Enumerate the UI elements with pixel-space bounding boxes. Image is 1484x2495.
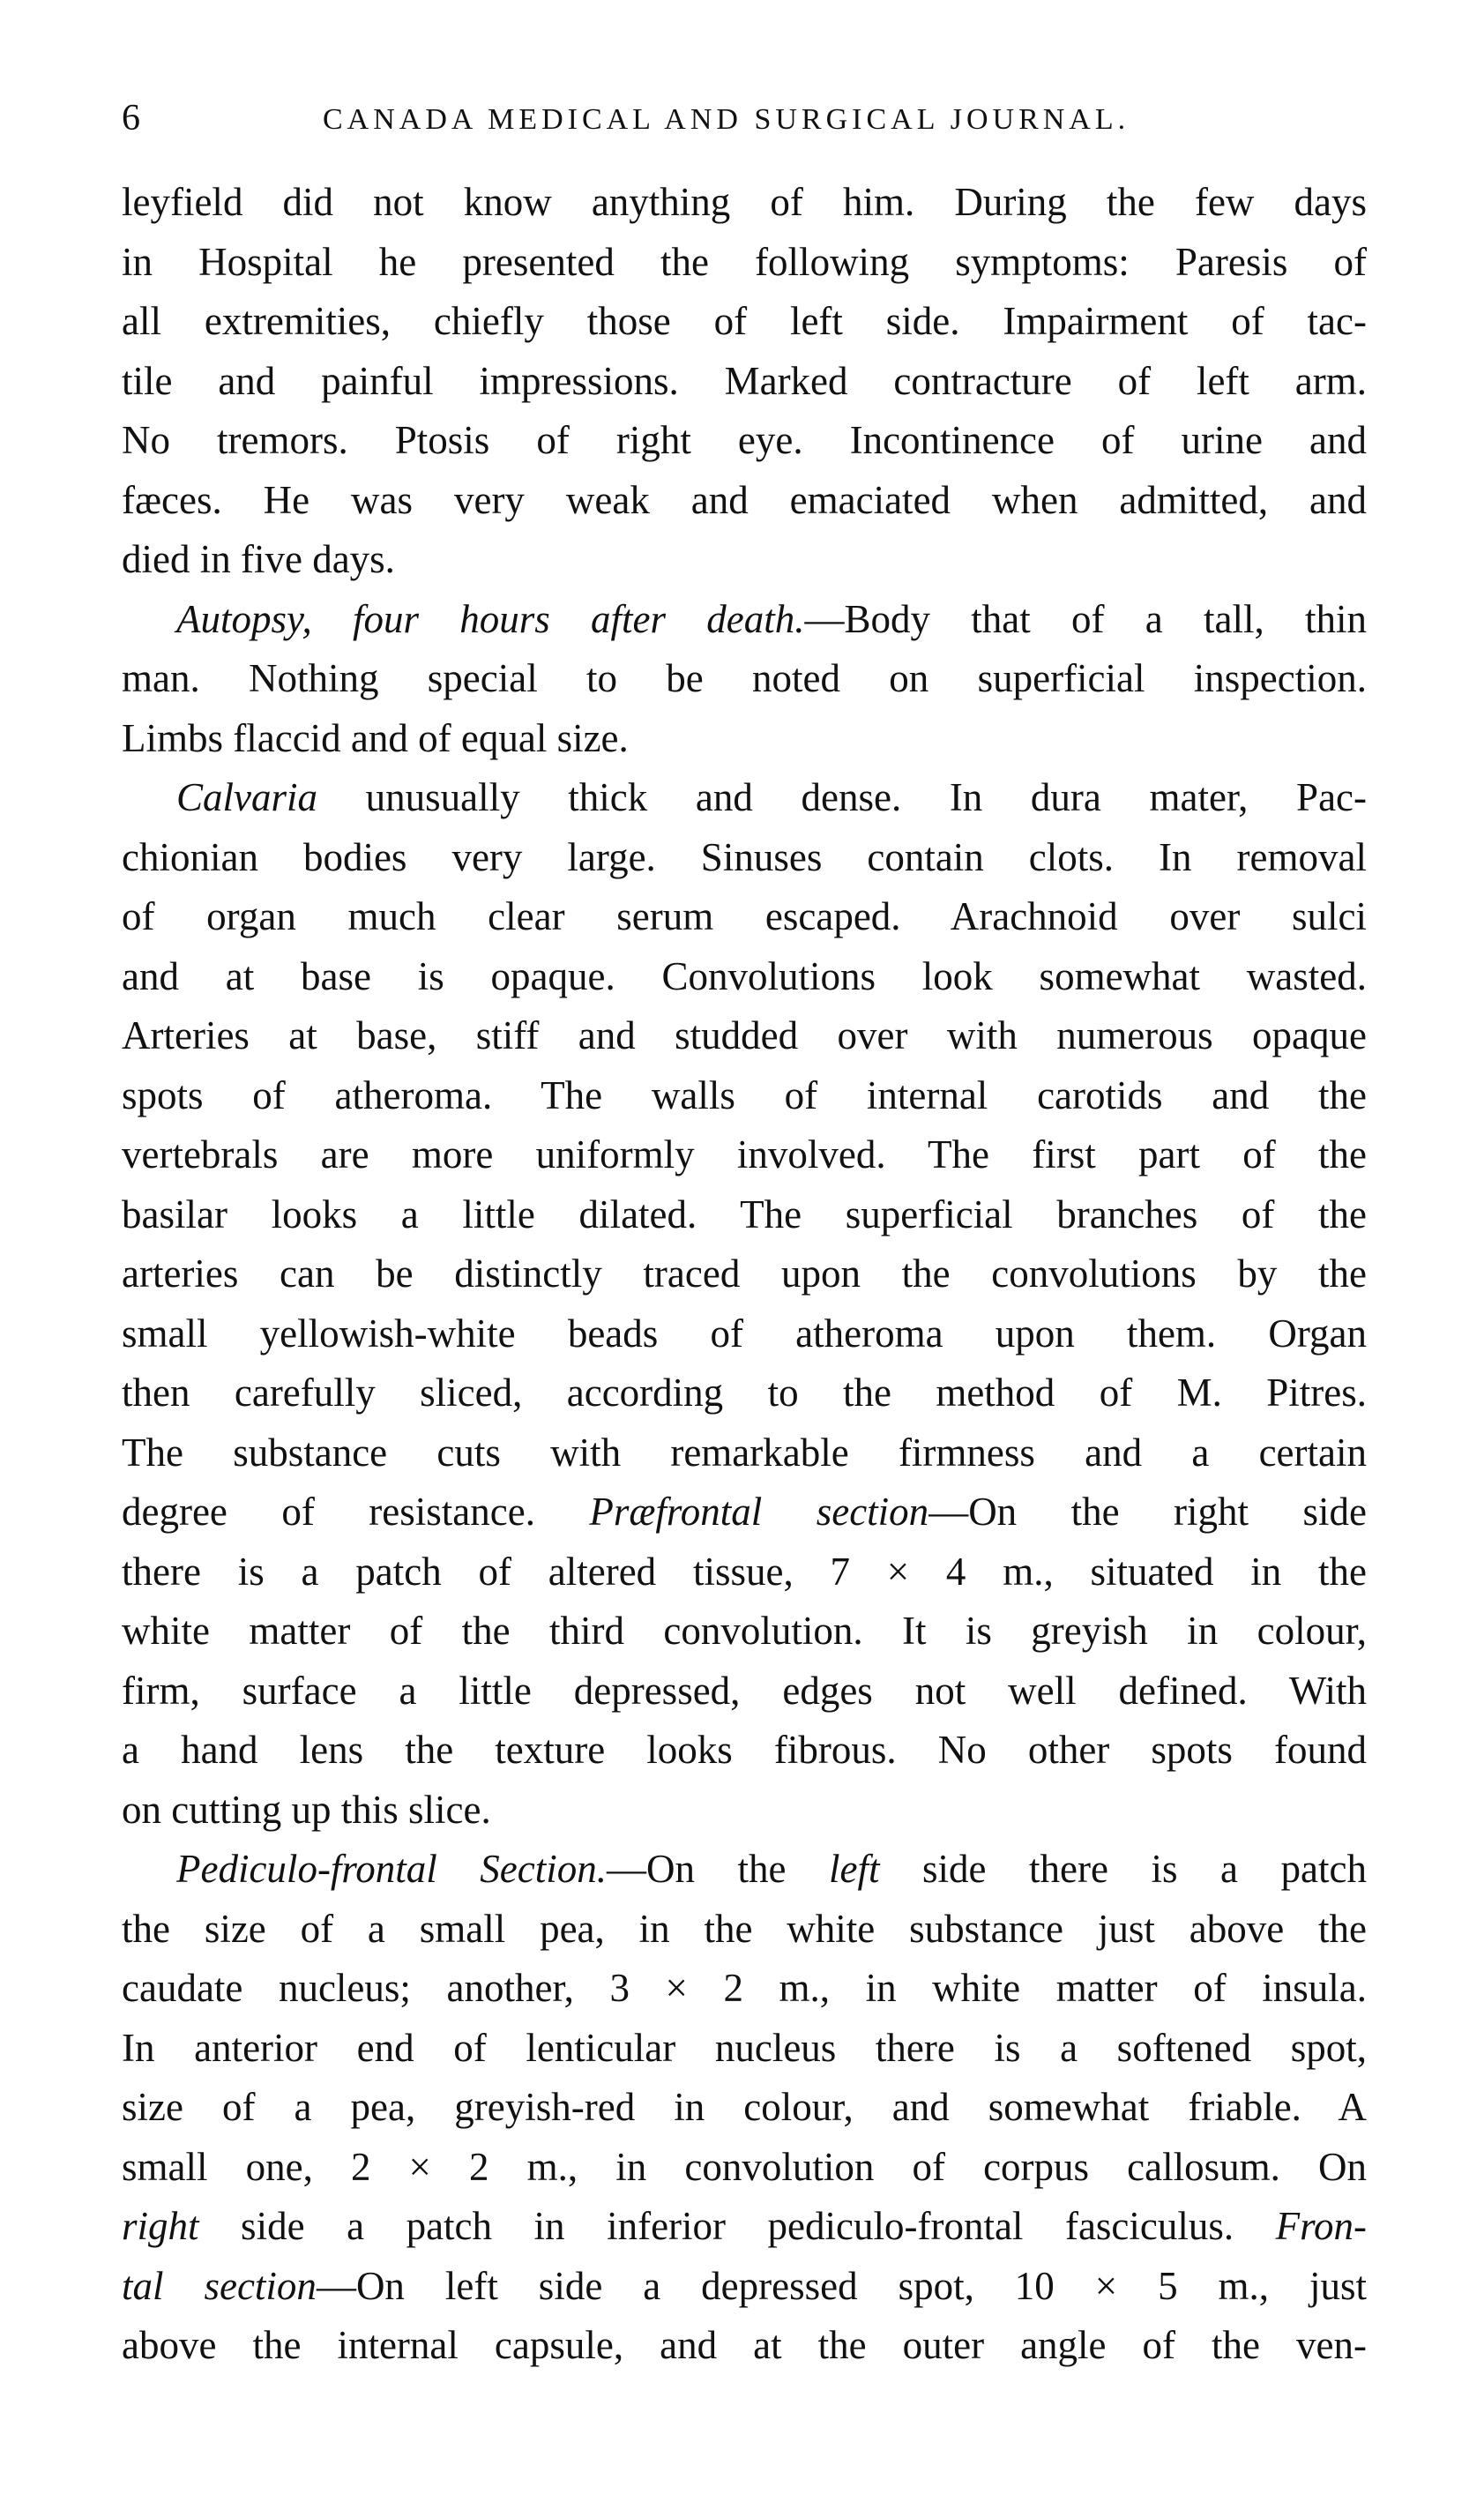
italic-text: right xyxy=(122,2204,199,2248)
text-segment: chionian bodies very large. Sinuses contain clots. In removal xyxy=(122,834,1367,879)
text-line xyxy=(122,1125,1367,1185)
journal-title: CANADA MEDICAL AND SURGICAL JOURNAL. xyxy=(323,103,1130,136)
body-text xyxy=(122,173,1367,2376)
text-segment: died in five days. xyxy=(122,537,395,581)
text-segment: tile and painful impressions. Marked contracture of left arm. xyxy=(122,358,1367,403)
text-segment: The substance cuts with remarkable firmness and a certain xyxy=(122,1430,1367,1475)
text-line xyxy=(122,1840,1367,1900)
text-line xyxy=(122,1721,1367,1781)
text-line xyxy=(122,1423,1367,1483)
text-line xyxy=(122,2019,1367,2079)
text-line xyxy=(122,411,1367,471)
text-line xyxy=(122,1185,1367,1245)
text-segment: there is a patch of altered tissue, 7 × 4 m., situated in the xyxy=(122,1549,1367,1594)
italic-text: Præfrontal section xyxy=(589,1490,929,1534)
text-line xyxy=(122,1900,1367,1960)
text-line xyxy=(122,2138,1367,2198)
text-segment: caudate nucleus; another, 3 × 2 m., in white matter of insula. xyxy=(122,1966,1367,2010)
text-line xyxy=(122,1662,1367,1722)
text-segment: leyfield did not know anything of him. During the few days xyxy=(122,180,1367,224)
text-segment: degree of resistance. xyxy=(122,1490,590,1534)
italic-text: Pediculo-frontal Section. xyxy=(176,1847,607,1891)
text-line xyxy=(122,649,1367,709)
page-number: 6 xyxy=(122,98,140,138)
text-segment: basilar looks a little dilated. The superficial branches of the xyxy=(122,1191,1367,1236)
text-segment: the size of a small pea, in the white substance just above the xyxy=(122,1906,1367,1951)
text-line xyxy=(122,530,1367,590)
text-line xyxy=(122,233,1367,293)
text-segment: man. Nothing special to be noted on superficial inspection. xyxy=(122,656,1367,700)
text-segment: spots of atheroma. The walls of internal carotids and the xyxy=(122,1072,1367,1117)
text-segment: vertebrals are more uniformly involved. The first part of the xyxy=(122,1132,1367,1177)
text-line xyxy=(122,947,1367,1007)
text-line xyxy=(122,1959,1367,2019)
text-line xyxy=(122,1602,1367,1662)
text-line xyxy=(122,768,1367,828)
text-segment: —On left side a depressed spot, 10 × 5 m., just xyxy=(316,2263,1367,2308)
text-segment: small yellowish-white beads of atheroma upon them. Organ xyxy=(122,1311,1367,1356)
text-line xyxy=(122,887,1367,947)
text-segment: arteries can be distinctly traced upon the convolutions by the xyxy=(122,1251,1367,1296)
text-line xyxy=(122,352,1367,412)
text-segment: size of a pea, greyish-red in colour, and somewhat friable. A xyxy=(122,2085,1367,2129)
text-segment: then carefully sliced, according to the method of M. Pitres. xyxy=(122,1371,1367,1415)
text-segment: small one, 2 × 2 m., in convolution of corpus callosum. On xyxy=(122,2144,1367,2189)
text-line xyxy=(122,828,1367,888)
italic-text: left xyxy=(829,1847,880,1891)
text-segment: Limbs flaccid and of equal size. xyxy=(122,715,629,760)
text-line xyxy=(122,1363,1367,1423)
text-line xyxy=(122,1244,1367,1304)
text-segment: white matter of the third convolution. It is greyish in colour, xyxy=(122,1609,1367,1653)
text-segment: firm, surface a little depressed, edges not well defined. With xyxy=(122,1668,1367,1713)
italic-text: Autopsy, four hours after death. xyxy=(176,596,805,641)
italic-text: Fron- xyxy=(1275,2204,1367,2248)
text-segment: a hand lens the texture looks fibrous. No other spots found xyxy=(122,1728,1367,1772)
italic-text: tal section xyxy=(122,2263,317,2308)
text-line xyxy=(122,1483,1367,1543)
text-line xyxy=(122,1304,1367,1364)
text-line xyxy=(122,1066,1367,1126)
text-segment: in Hospital he presented the following symptoms: Paresis of xyxy=(122,239,1367,284)
running-head xyxy=(122,92,1356,145)
text-segment: of organ much clear serum escaped. Arachnoid over sulci xyxy=(122,894,1367,938)
text-line xyxy=(122,1006,1367,1066)
text-line xyxy=(122,2197,1367,2257)
text-segment: Arteries at base, stiff and studded over with numerous opaque xyxy=(122,1013,1367,1057)
text-line xyxy=(122,2078,1367,2138)
text-segment: unusually thick and dense. In dura mater, Pac- xyxy=(317,775,1367,819)
text-segment: —Body that of a tall, thin xyxy=(804,596,1367,641)
text-segment: side there is a patch xyxy=(879,1847,1367,1891)
text-segment: all extremities, chiefly those of left side. Impairment of tac- xyxy=(122,299,1367,343)
text-segment: on cutting up this slice. xyxy=(122,1787,491,1832)
italic-text: Calvaria xyxy=(176,775,318,819)
text-segment: fæces. He was very weak and emaciated when admitted, and xyxy=(122,477,1367,522)
text-line xyxy=(122,292,1367,352)
text-line xyxy=(122,1781,1367,1841)
text-line xyxy=(122,2257,1367,2317)
text-line xyxy=(122,1543,1367,1602)
text-segment: above the internal capsule, and at the outer angle of the ven- xyxy=(122,2323,1367,2367)
text-segment: —On the xyxy=(607,1847,830,1891)
text-segment: —On the right side xyxy=(928,1490,1367,1534)
text-line xyxy=(122,471,1367,531)
text-segment: In anterior end of lenticular nucleus there is a softened spot, xyxy=(122,2025,1367,2070)
text-line xyxy=(122,709,1367,769)
text-line xyxy=(122,2316,1367,2376)
text-segment: and at base is opaque. Convolutions look somewhat wasted. xyxy=(122,953,1367,998)
text-line xyxy=(122,590,1367,650)
text-segment: side a patch in inferior pediculo-frontal fasciculus. xyxy=(198,2204,1276,2248)
text-segment: No tremors. Ptosis of right eye. Incontinence of urine and xyxy=(122,418,1367,462)
text-line xyxy=(122,173,1367,233)
